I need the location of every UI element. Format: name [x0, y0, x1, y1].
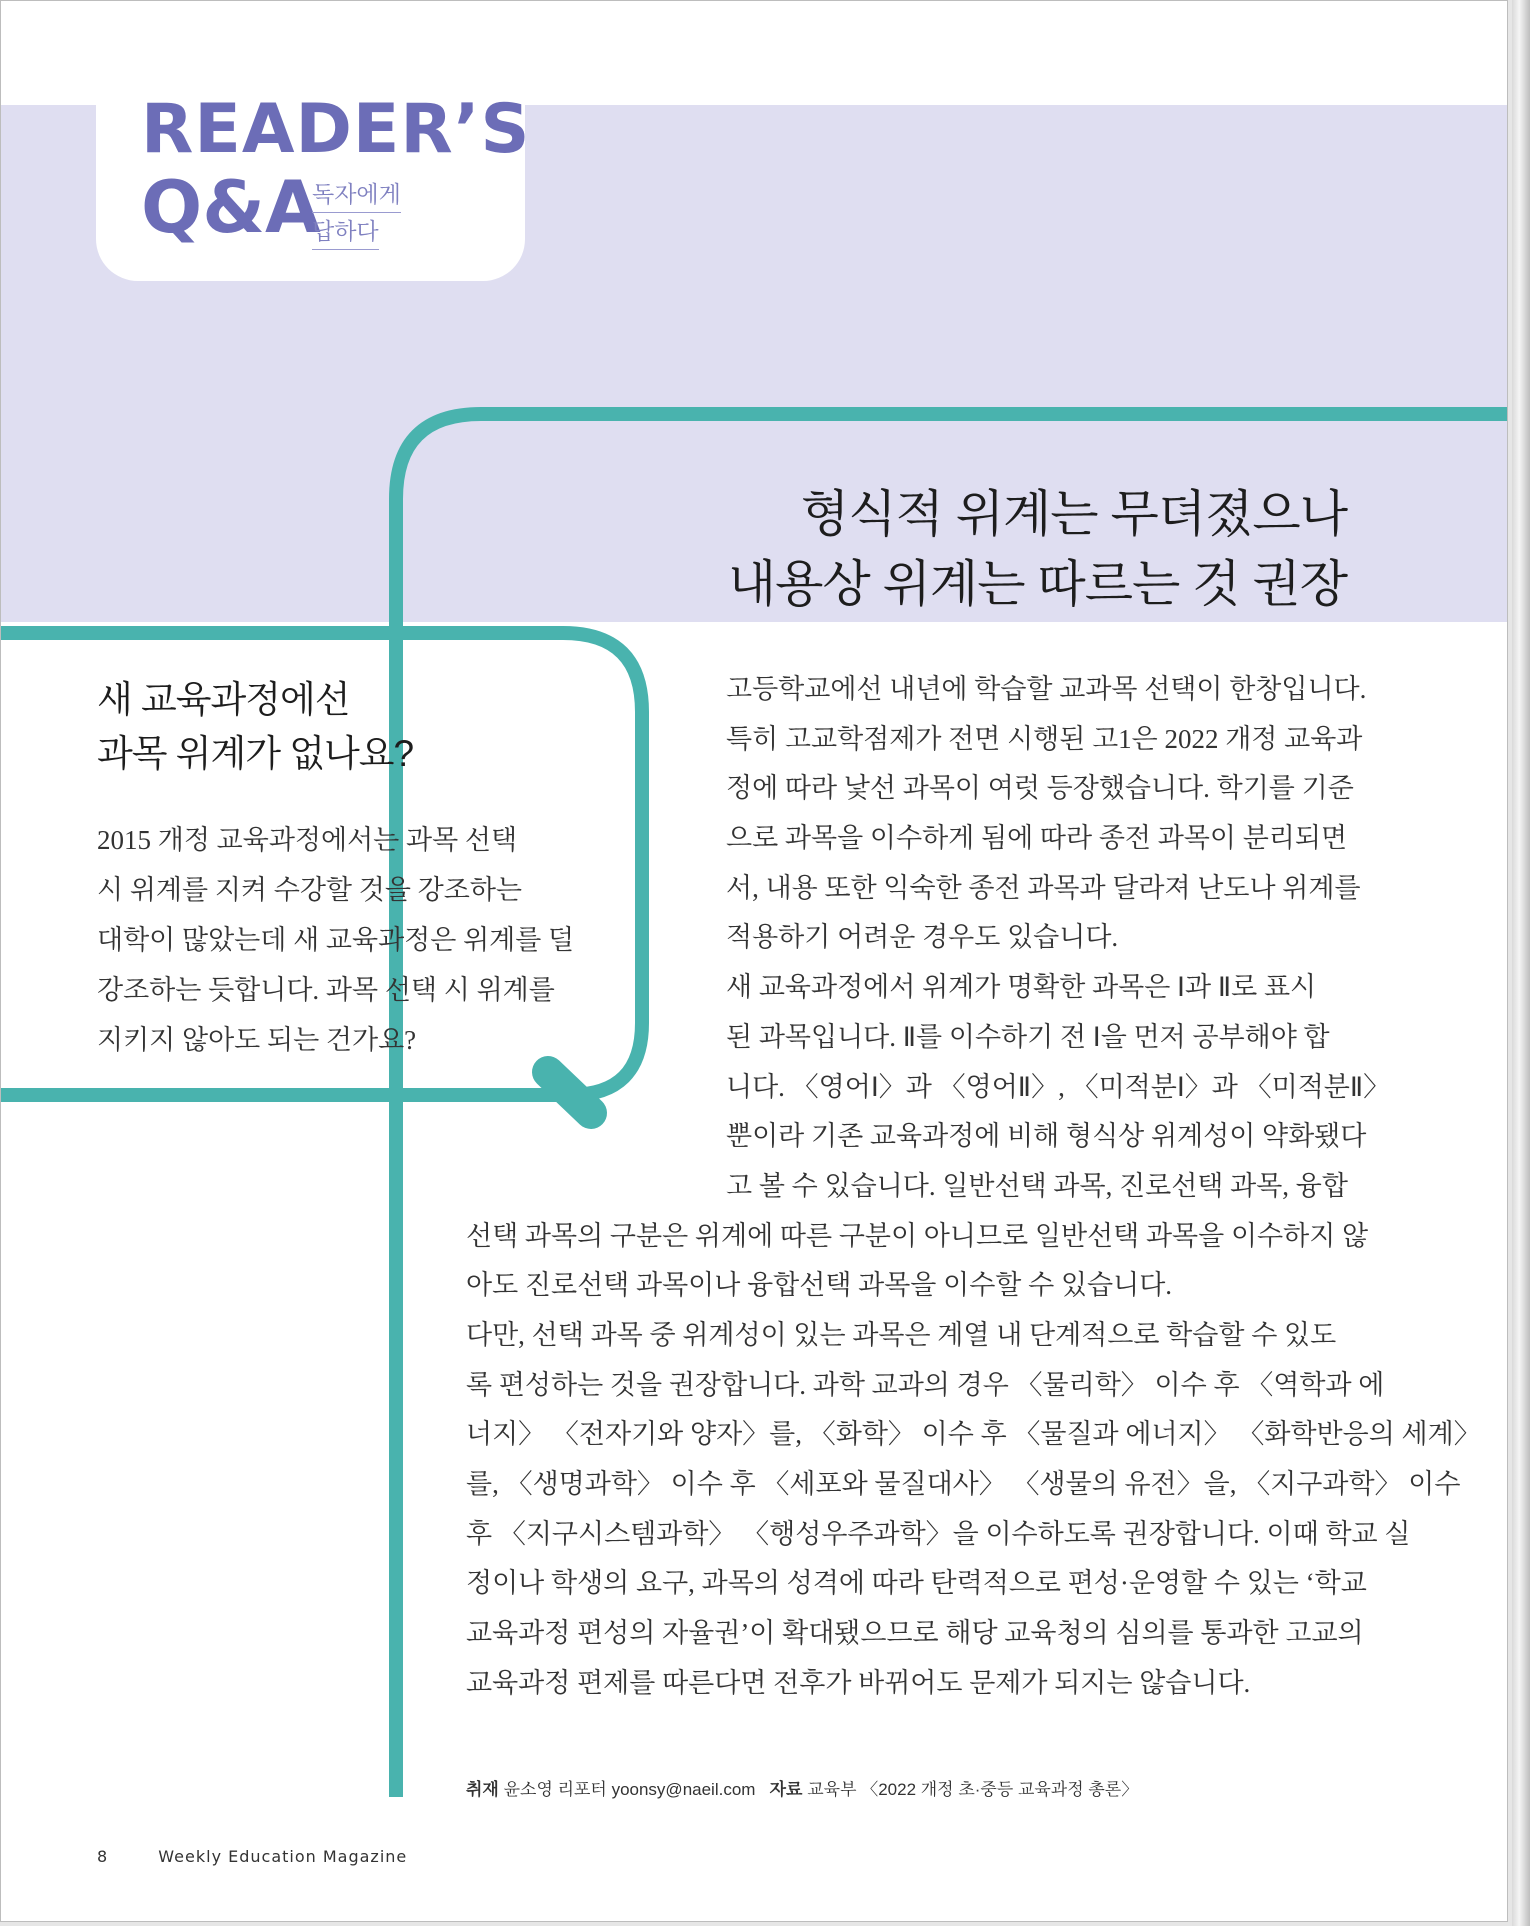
question-line: 2015 개정 교육과정에서는 과목 선택 — [97, 825, 518, 855]
magazine-name: Weekly Education Magazine — [158, 1847, 408, 1866]
credit-reporter: 윤소영 리포터 yoonsy@naeil.com — [503, 1780, 756, 1799]
question-title — [97, 673, 413, 781]
page-edge-shadow — [1512, 0, 1530, 1926]
answer-line: 록 편성하는 것을 권장합니다. 과학 교과의 경우 〈물리학〉 이수 후 〈역학과 에 — [466, 1369, 1385, 1400]
credit-source: 교육부 〈2022 개정 초·중등 교육과정 총론〉 — [807, 1780, 1139, 1799]
page-number: 8 — [97, 1847, 108, 1866]
credit-label-source: 자료 — [769, 1780, 803, 1799]
question-title-line1: 새 교육과정에선 — [97, 679, 350, 720]
logo-qa: Q&A — [141, 165, 321, 249]
answer-line: 고등학교에선 내년에 학습할 교과목 선택이 한창입니다. — [726, 674, 1367, 704]
answer-line: 교육과정 편성의 자율권’이 확대됐으므로 해당 교육청의 심의를 통과한 고교의 — [466, 1618, 1364, 1649]
answer-line: 정에 따라 낯선 과목이 여럿 등장했습니다. 학기를 기준 — [726, 773, 1354, 804]
page-footer — [97, 1847, 407, 1866]
answer-line: 된 과목입니다. Ⅱ를 이수하기 전 Ⅰ을 먼저 공부해야 합 — [726, 1021, 1330, 1052]
answer-line: 정이나 학생의 요구, 과목의 성격에 따라 탄력적으로 편성·운영할 수 있는 ‘학교 — [466, 1568, 1367, 1599]
answer-line: 으로 과목을 이수하게 됨에 따라 종전 과목이 분리되면 — [726, 823, 1348, 854]
answer-line: 아도 진로선택 과목이나 융합선택 과목을 이수할 수 있습니다. — [466, 1270, 1173, 1301]
answer-line: 뿐이라 기존 교육과정에 비해 형식상 위계성이 약화됐다 — [726, 1121, 1367, 1152]
answer-line: 고 볼 수 있습니다. 일반선택 과목, 진로선택 과목, 융합 — [726, 1170, 1348, 1201]
question-title-line2: 과목 위계가 없나요? — [97, 733, 414, 774]
headline — [728, 479, 1347, 619]
answer-line: 서, 내용 또한 익숙한 종전 과목과 달라져 난도나 위계를 — [726, 872, 1361, 903]
question-line: 지키지 않아도 되는 건가요? — [97, 1025, 417, 1055]
credit-label-reporter: 취재 — [466, 1780, 499, 1799]
answer-body — [466, 665, 1481, 1708]
logo-title: READER’S — [141, 90, 531, 169]
question-line: 시 위계를 지켜 수강할 것을 강조하는 — [97, 875, 522, 905]
answer-line: 를, 〈생명과학〉 이수 후 〈세포와 물질대사〉 〈생물의 유전〉을, 〈지구과학〉 이수 — [466, 1469, 1461, 1499]
logo-subtitle-line2: 답하다 — [312, 213, 379, 250]
answer-line: 새 교육과정에서 위계가 명확한 과목은 Ⅰ과 Ⅱ로 표시 — [726, 972, 1317, 1003]
answer-line: 적용하기 어려운 경우도 있습니다. — [726, 922, 1119, 953]
headline-line1: 형식적 위계는 무뎌졌으나 — [800, 486, 1347, 542]
answer-line: 너지〉 〈전자기와 양자〉를, 〈화학〉 이수 후 〈물질과 에너지〉 〈화학반응의 세계〉 — [466, 1419, 1481, 1450]
headline-line2: 내용상 위계는 따르는 것 권장 — [727, 556, 1347, 612]
logo-subtitle-line1: 독자에게 — [312, 176, 401, 213]
answer-line: 다만, 선택 과목 중 위계성이 있는 과목은 계열 내 단계적으로 학습할 수 있도 — [466, 1319, 1337, 1350]
question-line: 대학이 많았는데 새 교육과정은 위계를 덜 — [97, 925, 575, 955]
credit-line — [466, 1775, 1138, 1800]
answer-line: 선택 과목의 구분은 위계에 따른 구분이 아니므로 일반선택 과목을 이수하지 않 — [466, 1220, 1369, 1251]
question-line: 강조하는 듯합니다. 과목 선택 시 위계를 — [97, 975, 555, 1005]
answer-line: 후 〈지구시스템과학〉 〈행성우주과학〉을 이수하도록 권장합니다. 이때 학교 실 — [466, 1518, 1411, 1549]
answer-line: 특히 고교학점제가 전면 시행된 고1은 2022 개정 교육과 — [726, 723, 1363, 754]
answer-line: 교육과정 편제를 따른다면 전후가 바뀌어도 문제가 되지는 않습니다. — [466, 1667, 1251, 1698]
answer-line: 니다. 〈영어Ⅰ〉과 〈영어Ⅱ〉, 〈미적분Ⅰ〉과 〈미적분Ⅱ〉 — [726, 1071, 1391, 1102]
